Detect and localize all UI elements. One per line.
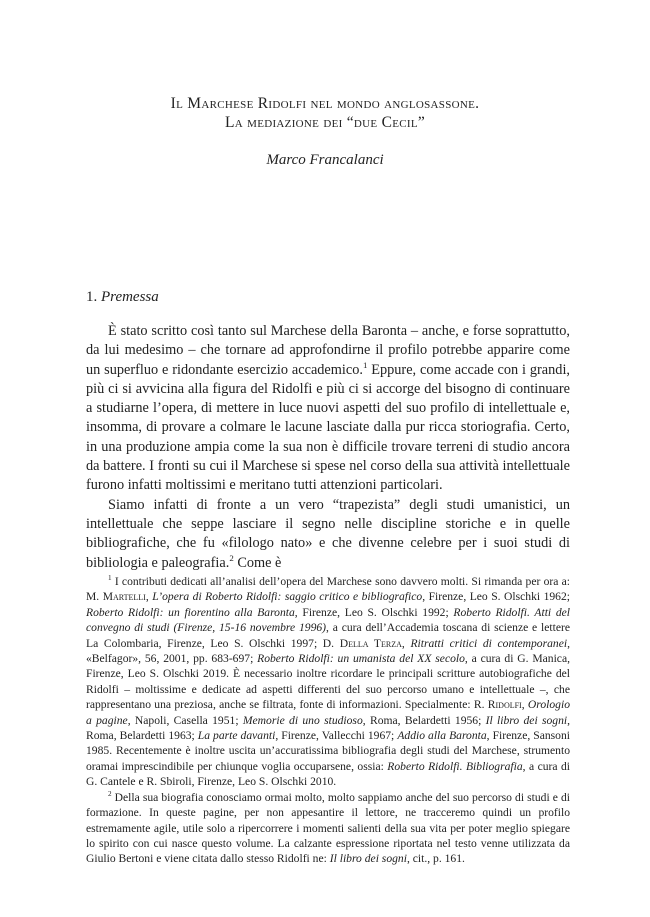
footnote-text: , Firenze, Sansoni 1985. Recentemente è inoltre uscita un’accuratissima bibliografia degli studi del Marchese, strumento oramai imprescindibile per chiunque voglia occuparsene, ossia:	[86, 729, 570, 773]
article-title	[0, 94, 650, 132]
footnote-2-number: 2	[108, 789, 112, 798]
footnote-work-title: Il libro dei sogni	[485, 713, 568, 727]
footnote-work-title: Ritratti critici di contemporanei	[410, 636, 568, 650]
paragraph-1-text: È stato scritto così tanto sul Marchese della Baronta – anche, e forse soprattutto, da lui medesimo – che tornare ad approfondirne il profilo potrebbe apparire come un superfluo e ridondante esercizio accademico.	[86, 323, 570, 378]
footnote-text: ,	[145, 590, 153, 604]
paragraph-2-text-continued: Come è	[233, 554, 282, 571]
section-number: 1.	[86, 289, 98, 305]
footnote-text: , Firenze, Leo S. Olschki 1962;	[422, 590, 570, 604]
body-text	[86, 322, 570, 573]
footnote-work-title: Roberto Ridolfi. Bibliografia	[387, 759, 523, 773]
footnote-work-title: La parte davanti	[197, 729, 276, 743]
paragraph-1-text-continued: Eppure, come accade con i grandi, più ci si avvicina alla figura del Ridolfi e più ci si accorge del bisogno di continuare a studiarne l’opera, di mettere in luce nuovi aspetti del suo profilo di intellettuale e, insomma, di provare a colmare le lacune lasciate dalla pur ricca storiografia. Certo, in una produzione ampia come la sua non è difficile trovare terreni di studio ancora da battere. I fronti su cui il Marchese si spese nel corso della sua attività intellettuale furono infatti moltissimi e meritano tutti attenzioni particolari.	[86, 361, 570, 494]
footnote-text: , Firenze, Vallecchi 1967;	[275, 729, 398, 743]
footnote-text: , Napoli, Casella 1951;	[127, 713, 243, 727]
footnote-text: , Roma, Belardetti 1963;	[86, 713, 571, 743]
footnote-author: Martelli	[102, 590, 146, 604]
footnote-author: Ridolfi	[487, 698, 522, 712]
footnote-work-title: Roberto Ridolfi: un fiorentino alla Baronta	[86, 605, 295, 619]
footnote-text: I contributi dedicati all’analisi dell’opera del Marchese sono davvero molti. Si rimanda per ora a: M.	[86, 575, 570, 604]
footnote-work-title: Memorie di uno studioso	[242, 713, 363, 727]
footnote-text: , a cura dell’Accademia toscana di scienze e lettere La Colombaria, Firenze, Leo S. Olschki 1997; D.	[86, 621, 570, 650]
footnote-ref-1: 1	[362, 359, 368, 370]
footnote-1	[86, 574, 570, 790]
footnote-text: ,	[521, 698, 528, 712]
footnote-text: , Roma, Belardetti 1956;	[362, 713, 486, 727]
section-heading	[86, 289, 159, 306]
footnote-work-title: Roberto Ridolfi. Atti del convegno di studi (Firenze, 15-16 novembre 1996)	[86, 605, 570, 635]
title-line-1	[0, 94, 650, 113]
footnotes	[86, 574, 570, 867]
author-name: Marco Francalanci	[266, 152, 384, 168]
footnote-text: , Firenze, Leo S. Olschki 1992;	[294, 605, 454, 619]
title-line-1-part-2: nel mondo anglosassone.	[306, 95, 480, 112]
footnote-text: , «Belfagor», 56, 2001, pp. 683-697;	[86, 636, 570, 666]
footnote-text: , cit., p. 161.	[406, 852, 465, 866]
footnote-work-title: Il libro dei sogni	[329, 852, 407, 866]
footnote-2	[86, 790, 570, 867]
footnote-1-number: 1	[108, 574, 112, 583]
footnote-work-title: L’opera di Roberto Ridolfi: saggio critico e bibliografico	[152, 590, 423, 604]
footnote-author: Della Terza	[339, 636, 402, 650]
footnote-work-title: Addio alla Baronta	[397, 729, 487, 743]
paragraph-2-text: Siamo infatti di fronte a un vero “trapezista” degli studi umanistici, un intellettuale che seppe lasciare il segno nelle discipline storiche e in quelle bibliografiche, che fu «filologo nato» e che divenne celebre per i suoi studi di bibliologia e paleografia.	[86, 496, 570, 571]
footnote-work-title: Orologio a pagine	[86, 698, 570, 727]
paragraph-1	[86, 322, 570, 496]
footnote-text: , a cura di G. Manica, Firenze, Leo S. Olschki 2019. È necessario inoltre ricordare le principali scritture autobiografiche del Ridolfi – moltissime e dedicate ad aspetti differenti del suo percorso umano e intellettuale –, che rappresentano una preziosa, anche se filtrata, fonte di informazioni. Specialmente: R.	[86, 652, 570, 712]
title-line-1-part-1: Il Marchese Ridolfi	[170, 95, 307, 112]
footnote-text: ,	[401, 636, 411, 650]
paragraph-2	[86, 496, 570, 573]
footnote-ref-2: 2	[229, 552, 234, 563]
footnote-text: , a cura di G. Cantele e R. Sbiroli, Firenze, Leo S. Olschki 2010.	[86, 759, 570, 789]
section-title: Premessa	[101, 289, 159, 305]
footnote-text: Della sua biografia conosciamo ormai molto, molto sappiamo anche del suo percorso di studi e di formazione. In queste pagine, per non appesantire il lettore, ne tracceremo quindi un profilo estremamente agile, utile solo a ripercorrere i momenti salienti della sua vita per poter meglio spiegare lo spirito con cui nasce questo volume. La calzante espressione riportata nel testo venne utilizzata da Giulio Bertoni e viene citata dallo stesso Ridolfi ne:	[86, 790, 570, 866]
footnote-work-title: Roberto Ridolfi: un umanista del XX secolo	[257, 652, 465, 666]
title-line-2: La mediazione dei “due Cecil”	[224, 114, 426, 131]
